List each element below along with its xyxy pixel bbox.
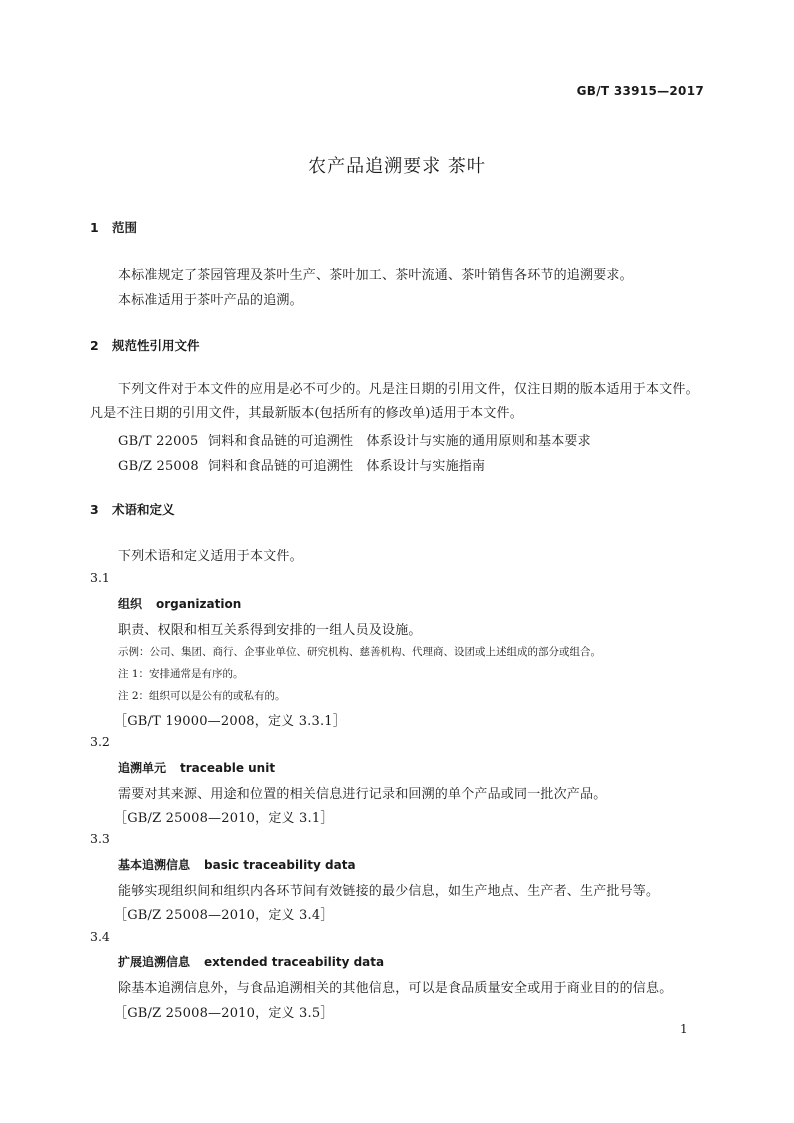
term-note: 注 2：组织可以是公有的或私有的。: [118, 690, 286, 702]
term-english: basic traceability data: [204, 858, 356, 872]
reference-title: 饲料和食品链的可追溯性 体系设计与实施的通用原则和基本要求: [208, 434, 591, 449]
section-number: 3: [90, 502, 99, 517]
paragraph: 下列术语和定义适用于本文件。: [118, 549, 303, 564]
section-title: 范围: [112, 220, 138, 235]
section-number: 1: [90, 220, 99, 235]
term-heading: [118, 856, 356, 873]
term-heading: [118, 953, 384, 970]
term-definition: 需要对其来源、用途和位置的相关信息进行记录和回溯的单个产品或同一批次产品。: [118, 787, 607, 802]
section-heading-scope: [90, 218, 137, 236]
term-heading: [118, 759, 275, 776]
clause-number: 3.2: [90, 734, 110, 749]
section-heading-terms-and-definitions: [90, 500, 175, 518]
term-example: 示例：公司、集团、商行、企事业单位、研究机构、慈善机构、代理商、设团或上述组成的部分或组合。: [118, 646, 601, 658]
term-chinese: 扩展追溯信息: [118, 955, 191, 969]
reference-title: 饲料和食品链的可追溯性 体系设计与实施指南: [208, 459, 486, 474]
reference-item: [118, 430, 591, 449]
term-source: ［GB/Z 25008—2010，定义 3.5］: [114, 1006, 334, 1021]
term-definition: 职责、权限和相互关系得到安排的一组人员及设施。: [118, 623, 422, 638]
term-definition: 能够实现组织间和组织内各环节间有效链接的最少信息，如生产地点、生产者、生产批号等。: [118, 884, 660, 899]
clause-number: 3.3: [90, 831, 110, 846]
term-source: ［GB/Z 25008—2010，定义 3.4］: [114, 908, 334, 923]
term-english: extended traceability data: [204, 955, 385, 969]
term-source: ［GB/T 19000—2008，定义 3.3.1］: [114, 714, 346, 729]
page-number: 1: [680, 1022, 688, 1036]
term-chinese: 追溯单元: [118, 761, 167, 775]
term-english: organization: [156, 597, 242, 611]
paragraph: 下列文件对于本文件的应用是必不可少的。凡是注日期的引用文件，仅注日期的版本适用于本文件。凡是不注日期的引用文件，其最新版本(包括所有的修改单)适用于本文件。: [90, 382, 699, 421]
paragraph: 本标准适用于茶叶产品的追溯。: [118, 293, 303, 308]
term-note: 注 1：安排通常是有序的。: [118, 668, 244, 680]
clause-number: 3.1: [90, 570, 110, 585]
paragraph: 本标准规定了茶园管理及茶叶生产、茶叶加工、茶叶流通、茶叶销售各环节的追溯要求。: [118, 268, 633, 283]
term-chinese: 基本追溯信息: [118, 858, 191, 872]
reference-item: [118, 455, 485, 474]
clause-number: 3.4: [90, 929, 110, 944]
standard-code: GB/T 33915—2017: [576, 84, 704, 98]
term-chinese: 组织: [118, 597, 143, 611]
section-title: 术语和定义: [112, 502, 175, 517]
term-source: ［GB/Z 25008—2010，定义 3.1］: [114, 811, 334, 826]
section-title: 规范性引用文件: [112, 338, 200, 353]
reference-code: GB/T 22005: [118, 434, 199, 449]
term-heading: [118, 595, 241, 612]
term-definition: 除基本追溯信息外，与食品追溯相关的其他信息，可以是食品质量安全或用于商业目的的信息。: [118, 981, 673, 996]
document-title: 农产品追溯要求 茶叶: [308, 156, 486, 177]
section-heading-normative-references: [90, 336, 200, 354]
reference-code: GB/Z 25008: [118, 459, 199, 474]
section-number: 2: [90, 338, 99, 353]
term-english: traceable unit: [180, 761, 276, 775]
